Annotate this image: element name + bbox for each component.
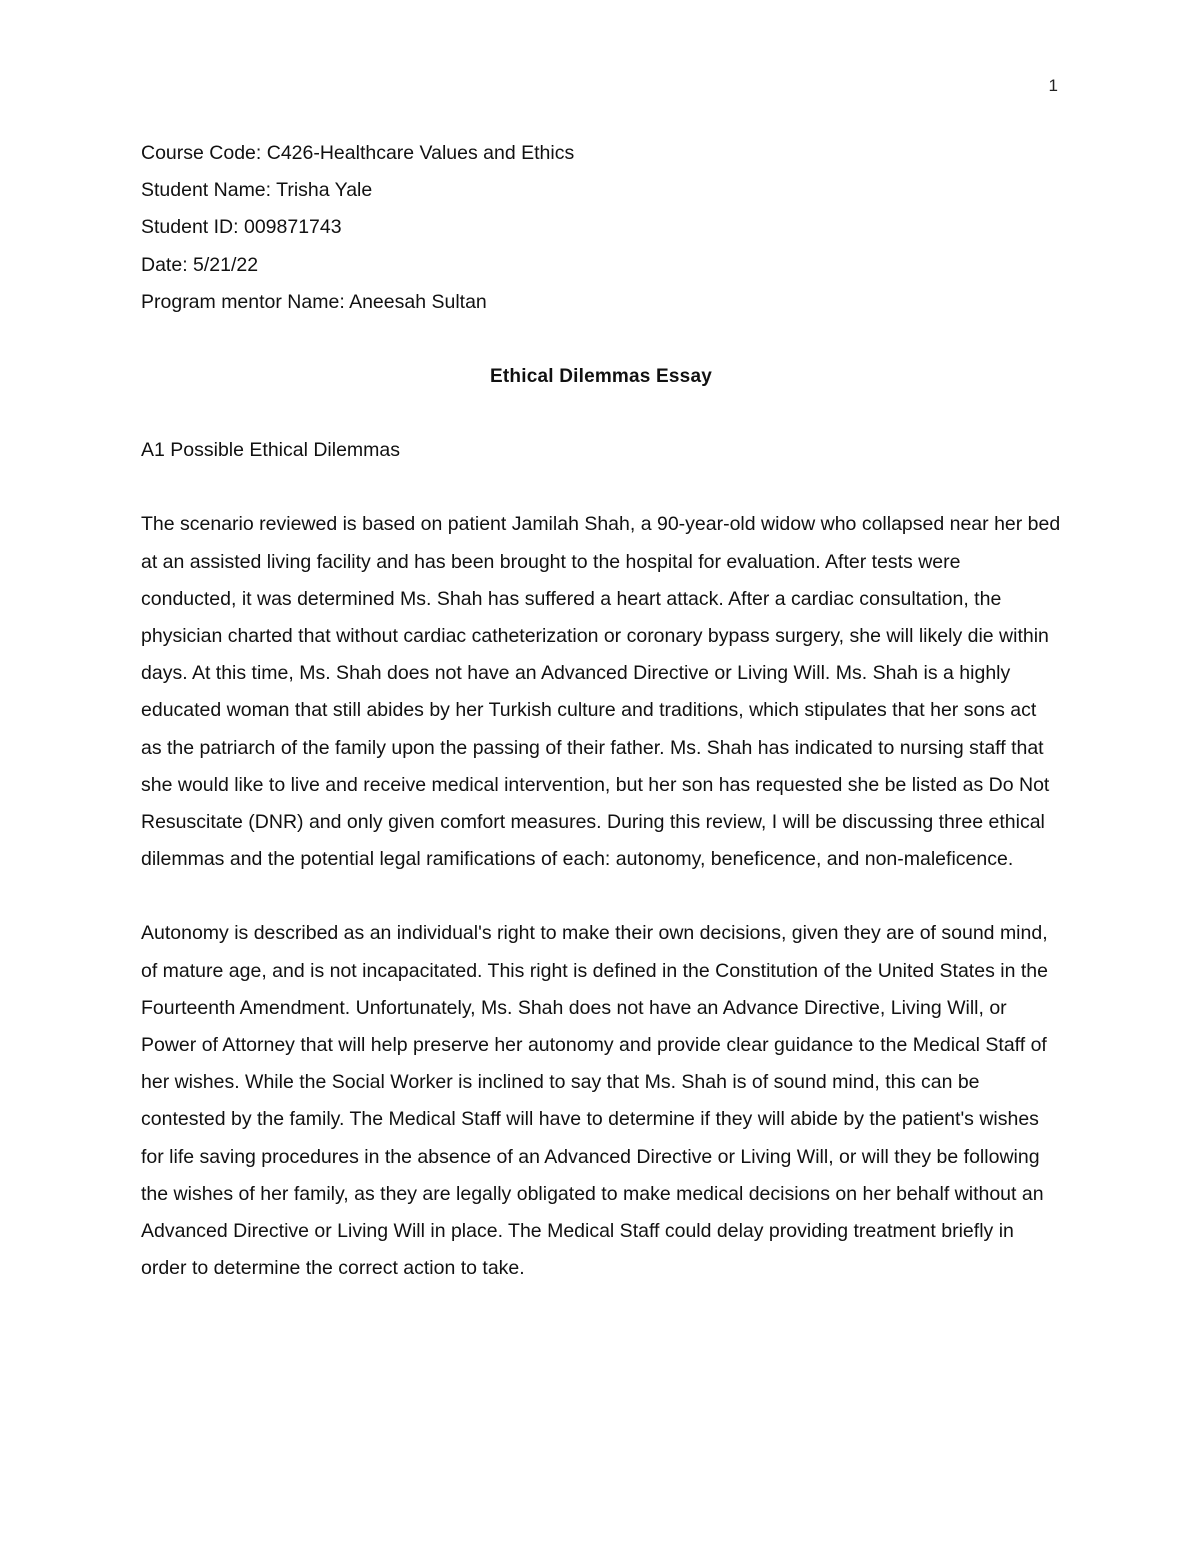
section-heading: A1 Possible Ethical Dilemmas — [141, 439, 401, 462]
document-body — [141, 135, 1061, 1324]
essay-title: Ethical Dilemmas Essay — [490, 366, 712, 388]
header-info — [141, 135, 1061, 321]
paragraph-scenario: The scenario reviewed is based on patient Jamilah Shah, a 90-year-old widow who collapsed near her bed at an assisted living facility and has been brought to the hospital for evaluation. After tests were conducted, it was determined Ms. Shah has suffered a heart attack. After a cardiac consultation, the physician charted that without cardiac catheterization or coronary bypass surgery, she will likely die within days. At this time, Ms. Shah does not have an Advanced Directive or Living Will. Ms. Shah is a highly educated woman that still abides by her Turkish culture and traditions, which stipulates that her sons act as the patriarch of the family upon the passing of their father. Ms. Shah has indicated to nursing staff that she would like to live and receive medical intervention, but her son has requested she be listed as Do Not Resuscitate (DNR) and only given comfort measures. During this review, I will be discussing three ethical dilemmas and the potential legal ramifications of each: autonomy, beneficence, and non-maleficence. — [141, 513, 1061, 871]
page-number: 1 — [1048, 76, 1058, 95]
date-line: Date: 5/21/22 — [141, 253, 259, 276]
mentor-name-line: Program mentor Name: Aneesah Sultan — [141, 290, 487, 313]
course-code-line: Course Code: C426-Healthcare Values and Ethics — [141, 142, 575, 164]
student-name-line: Student Name: Trisha Yale — [141, 179, 373, 202]
paragraph-autonomy: Autonomy is described as an individual's right to make their own decisions, given they are of sound mind, of mature age, and is not incapacitated. This right is defined in the Constitution of the United States in the Fourteenth Amendment. Unfortunately, Ms. Shah does not have an Advance Directive, Living Will, or Power of Attorney that will help preserve her autonomy and provide clear guidance to the Medical Staff of her wishes. While the Social Worker is inclined to say that Ms. Shah is of sound mind, this can be contested by the family. The Medical Staff will have to determine if they will abide by the patient's wishes for life saving procedures in the absence of an Advanced Directive or Living Will, or will they be following the wishes of her family, as they are legally obligated to make medical decisions on her behalf without an Advanced Directive or Living Will in place. The Medical Staff could delay providing treatment briefly in order to determine the correct action to take. — [141, 922, 1048, 1280]
student-id-line: Student ID: 009871743 — [141, 216, 342, 239]
